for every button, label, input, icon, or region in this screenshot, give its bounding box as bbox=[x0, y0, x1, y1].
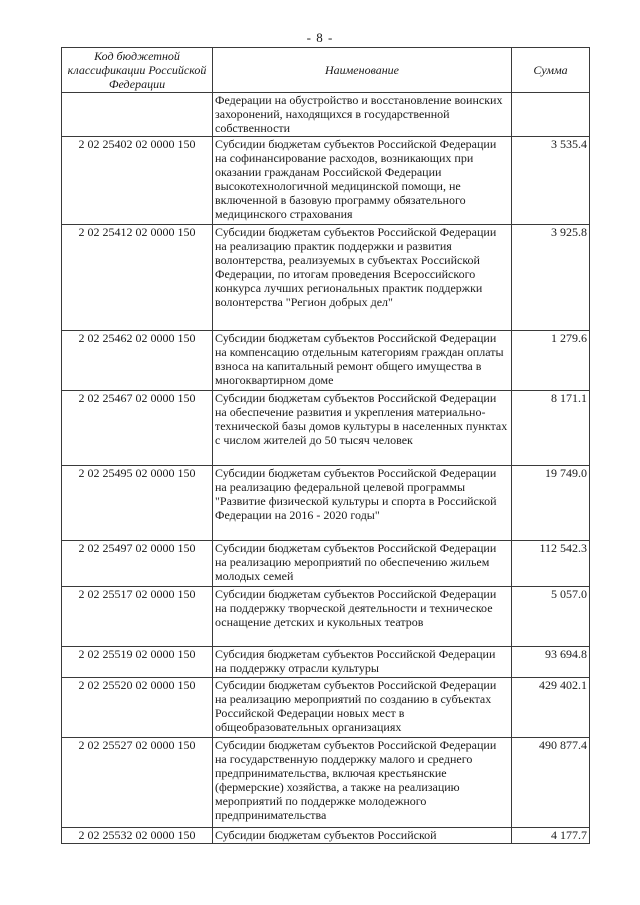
row-name: Субсидии бюджетам субъектов Российской Федерации на обеспечение развития и укрепления материально-технической базы домов культуры в населенных пунктах с числом жителей до 50 тысяч человек bbox=[213, 391, 512, 466]
row-name: Субсидии бюджетам субъектов Российской Федерации на компенсацию отдельным категориям граждан оплаты взноса на капитальный ремонт общего имущества в многоквартирном доме bbox=[213, 331, 512, 391]
row-code bbox=[62, 93, 213, 137]
row-sum: 19 749.0 bbox=[512, 466, 590, 541]
table-row bbox=[62, 93, 590, 137]
row-code: 2 02 25412 02 0000 150 bbox=[62, 225, 213, 331]
table-row bbox=[62, 678, 590, 738]
row-code: 2 02 25462 02 0000 150 bbox=[62, 331, 213, 391]
row-name: Субсидии бюджетам субъектов Российской Федерации на реализацию мероприятий по обеспечению жильем молодых семей bbox=[213, 541, 512, 587]
row-sum bbox=[512, 93, 590, 137]
header-name: Наименование bbox=[213, 48, 512, 93]
table-row bbox=[62, 587, 590, 647]
table-header-row bbox=[62, 48, 590, 93]
row-code: 2 02 25402 02 0000 150 bbox=[62, 137, 213, 225]
row-code: 2 02 25517 02 0000 150 bbox=[62, 587, 213, 647]
row-code: 2 02 25520 02 0000 150 bbox=[62, 678, 213, 738]
row-code: 2 02 25495 02 0000 150 bbox=[62, 466, 213, 541]
row-sum: 490 877.4 bbox=[512, 738, 590, 828]
row-code: 2 02 25497 02 0000 150 bbox=[62, 541, 213, 587]
row-name: Субсидии бюджетам субъектов Российской Федерации на государственную поддержку малого и среднего предпринимательства, включая крестьянские (фермерские) хозяйства, а также на реализацию мероприятий по поддержке молодежного предпринимательства bbox=[213, 738, 512, 828]
header-code: Код бюджетной классификации Российской Федерации bbox=[62, 48, 213, 93]
row-name: Федерации на обустройство и восстановление воинских захоронений, находящихся в государственной собственности bbox=[213, 93, 512, 137]
row-sum: 112 542.3 bbox=[512, 541, 590, 587]
row-sum: 8 171.1 bbox=[512, 391, 590, 466]
table-row bbox=[62, 391, 590, 466]
row-sum: 1 279.6 bbox=[512, 331, 590, 391]
budget-classification-table bbox=[61, 47, 590, 844]
row-name: Субсидии бюджетам субъектов Российской Федерации на поддержку творческой деятельности и техническое оснащение детских и кукольных театров bbox=[213, 587, 512, 647]
row-code: 2 02 25467 02 0000 150 bbox=[62, 391, 213, 466]
row-name: Субсидии бюджетам субъектов Российской Федерации на реализацию мероприятий по созданию в субъектах Российской Федерации новых мест в общеобразовательных организациях bbox=[213, 678, 512, 738]
table-row bbox=[62, 828, 590, 844]
row-sum: 3 925.8 bbox=[512, 225, 590, 331]
page-number: - 8 - bbox=[306, 30, 334, 45]
table-row bbox=[62, 647, 590, 678]
row-name: Субсидия бюджетам субъектов Российской Федерации на поддержку отрасли культуры bbox=[213, 647, 512, 678]
header-sum: Сумма bbox=[512, 48, 590, 93]
row-code: 2 02 25519 02 0000 150 bbox=[62, 647, 213, 678]
row-sum: 429 402.1 bbox=[512, 678, 590, 738]
table-row bbox=[62, 466, 590, 541]
table-row bbox=[62, 738, 590, 828]
row-sum: 93 694.8 bbox=[512, 647, 590, 678]
row-code: 2 02 25527 02 0000 150 bbox=[62, 738, 213, 828]
row-name: Субсидии бюджетам субъектов Российской Федерации на софинансирование расходов, возникающих при оказании гражданам Российской Федерации высокотехнологичной медицинской помощи, не включенной в базовую программу обязательного медицинского страхования bbox=[213, 137, 512, 225]
table-row bbox=[62, 137, 590, 225]
row-sum: 5 057.0 bbox=[512, 587, 590, 647]
table-row bbox=[62, 541, 590, 587]
row-name: Субсидии бюджетам субъектов Российской Федерации на реализацию федеральной целевой программы "Развитие физической культуры и спорта в Российской Федерации на 2016 - 2020 годы" bbox=[213, 466, 512, 541]
row-name: Субсидии бюджетам субъектов Российской Федерации на реализацию практик поддержки и развития волонтерства, реализуемых в субъектах Российской Федерации, по итогам проведения Всероссийского конкурса лучших региональных практик поддержки волонтерства "Регион добрых дел" bbox=[213, 225, 512, 331]
row-sum: 4 177.7 bbox=[512, 828, 590, 844]
table-row bbox=[62, 331, 590, 391]
row-sum: 3 535.4 bbox=[512, 137, 590, 225]
row-name: Субсидии бюджетам субъектов Российской bbox=[213, 828, 512, 844]
table-row bbox=[62, 225, 590, 331]
row-code: 2 02 25532 02 0000 150 bbox=[62, 828, 213, 844]
